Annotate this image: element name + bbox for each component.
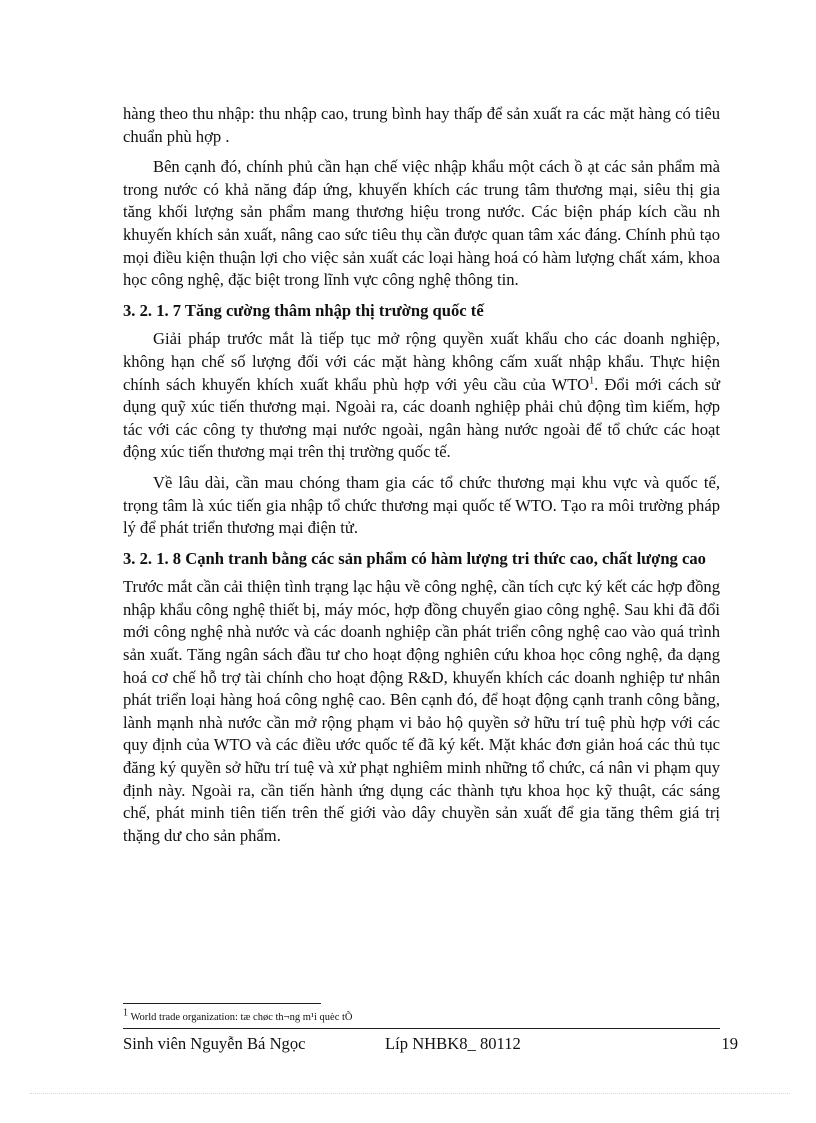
paragraph-import-restriction: Bên cạnh đó, chính phủ cần hạn chế việc nhập khẩu một cách ồ ạt các sản phẩm mà trong nước có khả năng đáp ứng, khuyến khích các trung tâm thương mại, siêu thị gia tăng khối lượng sản phẩm mang thương hiệu trong nước. Các biện pháp kích cầu nh khuyến khích sản xuất, nâng cao sức tiêu thụ cần được quan tâm xác đáng. Chính phủ tạo mọi điều kiện thuận lợi cho việc sản xuất các loại hàng hoá có hàm lượng chất xám, khoa học công nghệ, đặc biệt trong lĩnh vực công nghệ thông tin. <box>123 157 720 290</box>
page-number: 19 <box>721 1034 738 1053</box>
paragraph-technology: Trước mắt cần cải thiện tình trạng lạc hậu về công nghệ, cần tích cực ký kết các hợp đồng nhập khẩu công nghệ thiết bị, máy móc, hợp đồng chuyển giao công nghệ. Sau khi đã đổi mới công nghệ nhà nước và các doanh nghiệp cần phát triển công nghệ cao vào quá trình sản xuất. Tăng ngân sách đầu tư cho hoạt động nghiên cứu khoa học công nghệ, đa dạng hoá cơ chế hỗ trợ tài chính cho hoạt động R&D, khuyến khích các doanh nghiệp tư nhân phát triển loại hàng hoá công nghệ cao. Bên cạnh đó, để hoạt động cạnh tranh công bằng, lành mạnh nhà nước cần mở rộng phạm vi bảo hộ quyền sở hữu trí tuệ phù hợp với các quy định của WTO và các điều ước quốc tế đã ký kết. Mặt khác đơn giản hoá các thủ tục đăng ký quyền sở hữu trí tuệ và xử phạt nghiêm minh những tổ chức, cá nân vi phạm quy định này. Ngoài ra, cần tiến hành ứng dụng các thành tựu khoa học kỹ thuật, các sáng chế, phát minh tiên tiến trên thế giới vào dây chuyền sản xuất để gia tăng thêm giá trị thặng dư cho sản phẩm. <box>123 577 720 845</box>
footnote-text: World trade organization: tæ chøc th¬ng m¹i quèc tÕ <box>130 1012 353 1023</box>
footnote-separator <box>123 1003 321 1004</box>
paragraph-export-rights-part1: Giải pháp trước mắt là tiếp tục mở rộng quyền xuất khẩu cho các doanh nghiệp, không hạn chế số lượng đối với các mặt hàng không cấm xuất nhập khẩu. Thực hiện chính sách khuyến khích xuất khẩu phù hợp với yêu cầu của WTO <box>123 329 720 394</box>
paragraph-long-term: Về lâu dài, cần mau chóng tham gia các tổ chức thương mại khu vực và quốc tế, trọng tâm là xúc tiến gia nhập tổ chức thương mại quốc tế WTO. Tạo ra môi trường pháp lý để phát triển thương mại điện tử. <box>123 472 720 538</box>
footer-separator <box>123 1028 720 1029</box>
heading-3-2-1-8: 3. 2. 1. 8 Cạnh tranh bằng các sản phẩm có hàm lượng tri thức cao, chất lượng cao <box>123 548 706 568</box>
paragraph-export-rights-part2: . Đổi mới cách sử dụng quỹ xúc tiến thương mại. Ngoài ra, các doanh nghiệp phải chủ động tìm kiếm, hợp tác với các công ty thương mại nước ngoài, ngân hàng nước ngoài để tổ chức các hoạt động xúc tiến thương mại trên thị trường quốc tế. <box>123 374 720 462</box>
footer-author: Sinh viên Nguyễn Bá Ngọc <box>123 1034 306 1053</box>
heading-3-2-1-7: 3. 2. 1. 7 Tăng cường thâm nhập thị trường quốc tế <box>123 300 484 320</box>
paragraph-income-segments: hàng theo thu nhập: thu nhập cao, trung bình hay thấp để sản xuất ra các mặt hàng có tiêu chuẩn phù hợp . <box>123 104 720 146</box>
footnote-reference[interactable]: 1 <box>589 375 595 386</box>
page-footer <box>123 1033 738 1057</box>
footnote <box>123 1007 720 1025</box>
footnote-mark: 1 <box>123 1007 128 1019</box>
page-bottom-dotted-line <box>30 1093 790 1094</box>
body-text <box>123 103 720 855</box>
paragraph-export-rights <box>123 328 720 464</box>
footer-class: Líp NHBK8_ 80112 <box>385 1034 521 1053</box>
